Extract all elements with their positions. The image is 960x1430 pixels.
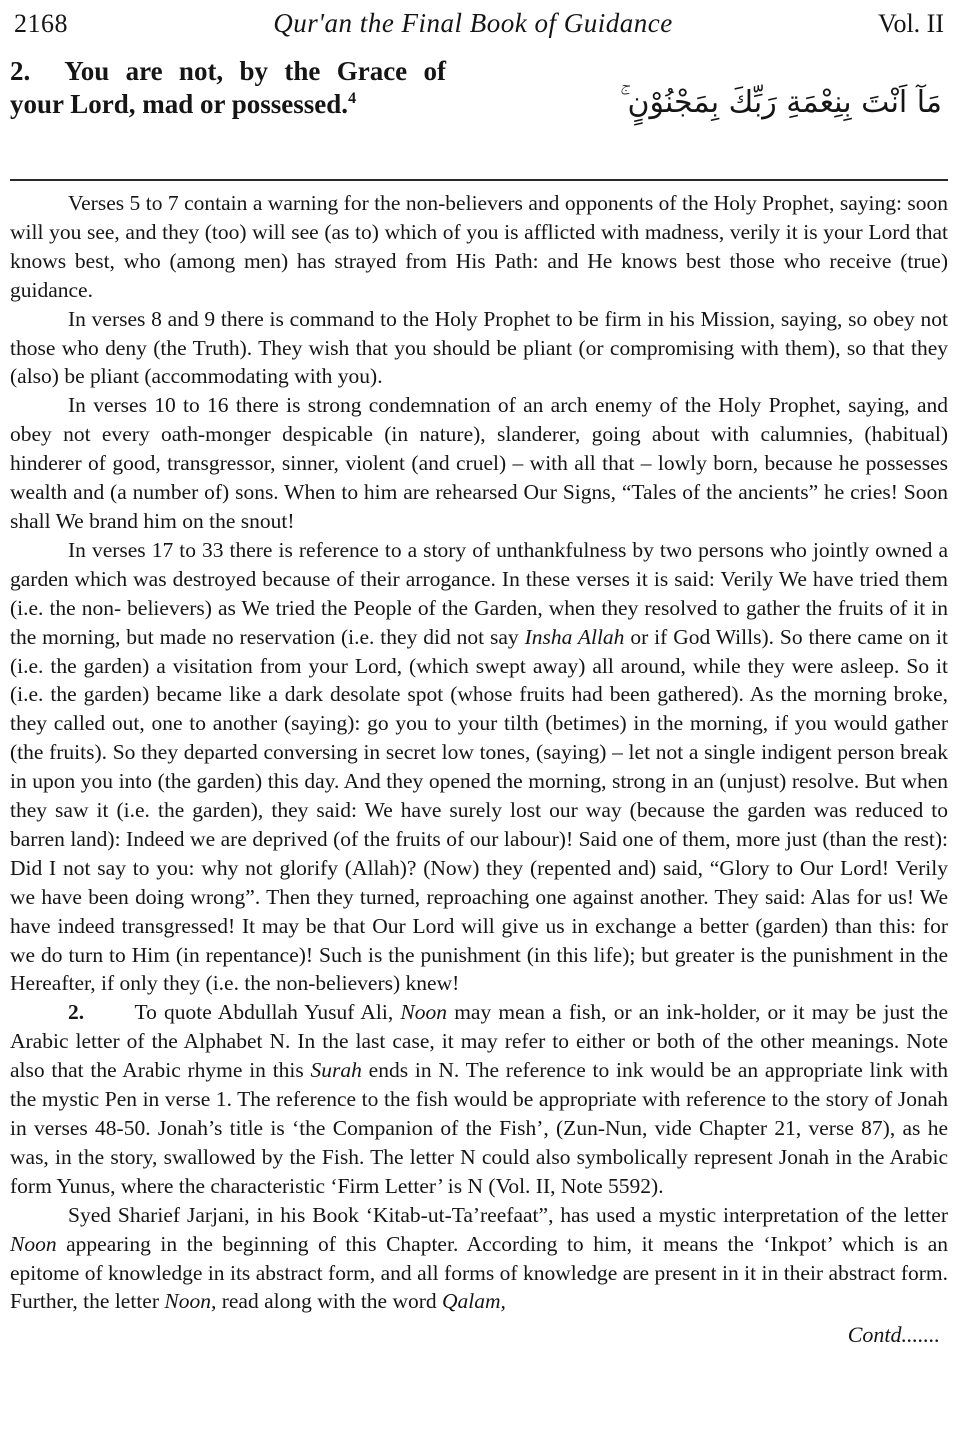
verse-arabic-text: مَآ اَنْتَ بِنِعْمَةِ رَبِّكَ بِمَجْنُوْنٍ ۚ [619,85,942,120]
header-divider-rule [10,179,948,181]
body-paragraph: Verses 5 to 7 contain a warning for the non-believers and opponents of the Holy Prophet, saying: soon will you see, and they (too) will see (as to) which of you is afflicted with madness, verily it is your Lord that knows best, who (among men) has strayed from His Path: and He knows best those who receive (true) guidance. [10,191,948,302]
footnote-ref: 4 [348,90,357,107]
page-number: 2168 [14,9,68,38]
continued-note: Contd....... [847,1322,940,1348]
book-title: Qur'an the Final Book of Guidance [273,8,673,38]
body-paragraph: Syed Sharief Jarjani, in his Book ‘Kitab-ut-Ta’reefaat”, has used a mystic interpretation of the letter Noon appearing in the beginning of this Chapter. According to him, it means the ‘Inkpot’ which is an epitome of knowledge in its abstract form, and all forms of knowledge are present in it in their abstract form. Further, the letter Noon, read along with the word Qalam, [10,1202,948,1314]
verse-text: You are not, by the Grace of your Lord, mad or possessed. [10,56,446,119]
verse-number: 2. [10,56,31,86]
commentary-body [10,189,948,1316]
body-paragraph: In verses 17 to 33 there is reference to a story of unthankfulness by two persons who jointly owned a garden which was destroyed because of their arrogance. In these verses it is said: Verily We have tried them (i.e. the non- believers) as We tried the People of the Garden, when they resolved to gather the fruits of it in the morning, but made no reservation (i.e. they did not say Insha Allah or if God Wills). So there came on it (i.e. the garden) a visitation from your Lord, (which swept away) all around, while they were asleep. So it (i.e. the garden) became like a dark desolate spot (whose fruits had been gathered). As the morning broke, they called out, one to another (saying): go you to your tilth (betimes) in the morning, if you would gather (the fruits). So they departed conversing in secret low tones, (saying) – let not a single indigent person break in upon you into (the garden) this day. And they opened the morning, strong in an (unjust) resolve. But when they saw it (i.e. the garden), they said: We have surely lost our way (because the garden was reduced to barren land): Indeed we are deprived (of the fruits of our labour)! Said one of them, more just (than the rest): Did I not say to you: why not glorify (Allah)? (Now) they (repented and) said, “Glory to Our Lord! Verily we have been doing wrong”. Then they turned, reproaching one against another. They said: Alas for us! We have indeed transgressed! It may be that Our Lord will give us in exchange a better (garden) than this: for we do turn to Him (in repentance)! Such is the punishment (in this life); but greater is the punishment in the Hereafter, if only they (i.e. the non-believers) knew! [10,537,948,996]
body-paragraph: 2. To quote Abdullah Yusuf Ali, Noon may mean a fish, or an ink-holder, or it may be just the Arabic letter of the Alphabet N. In the last case, it may refer to either or both of the other meanings. Note also that the Arabic rhyme in this Surah ends in N. The reference to ink would be an appropriate link with the mystic Pen in verse 1. The reference to the fish would be appropriate with reference to the story of Jonah in verses 48-50. Jonah’s title is ‘the Companion of the Fish’, (Zun-Nun, vide Chapter 21, verse 87), as he was, in the story, swallowed by the Fish. The letter N could also symbolically represent Jonah in the Arabic form Yunus, where the characteristic ‘Firm Letter’ is N (Vol. II, Note 5592). [10,1000,948,1198]
verse-translation [10,55,446,167]
body-paragraph: In verses 8 and 9 there is command to the Holy Prophet to be firm in his Mission, saying, so obey not those who deny (the Truth). They wish that you should be pliant (or compromising with them), so that they (also) be pliant (accommodating with you). [10,306,948,389]
volume-label: Vol. II [878,9,944,38]
page-header [10,6,948,39]
body-paragraph: In verses 10 to 16 there is strong condemnation of an arch enemy of the Holy Prophet, saying, and obey not every oath-monger despicable (in nature), slanderer, going about with calumnies, (habitual) hinderer of good, transgressor, sinner, violent (and cruel) – with all that – lowly born, because he possesses wealth and (a number of) sons. When to him are rehearsed Our Signs, “Tales of the ancients” he cries! Soon shall We brand him on the snout! [10,393,948,533]
verse-section [10,55,948,167]
